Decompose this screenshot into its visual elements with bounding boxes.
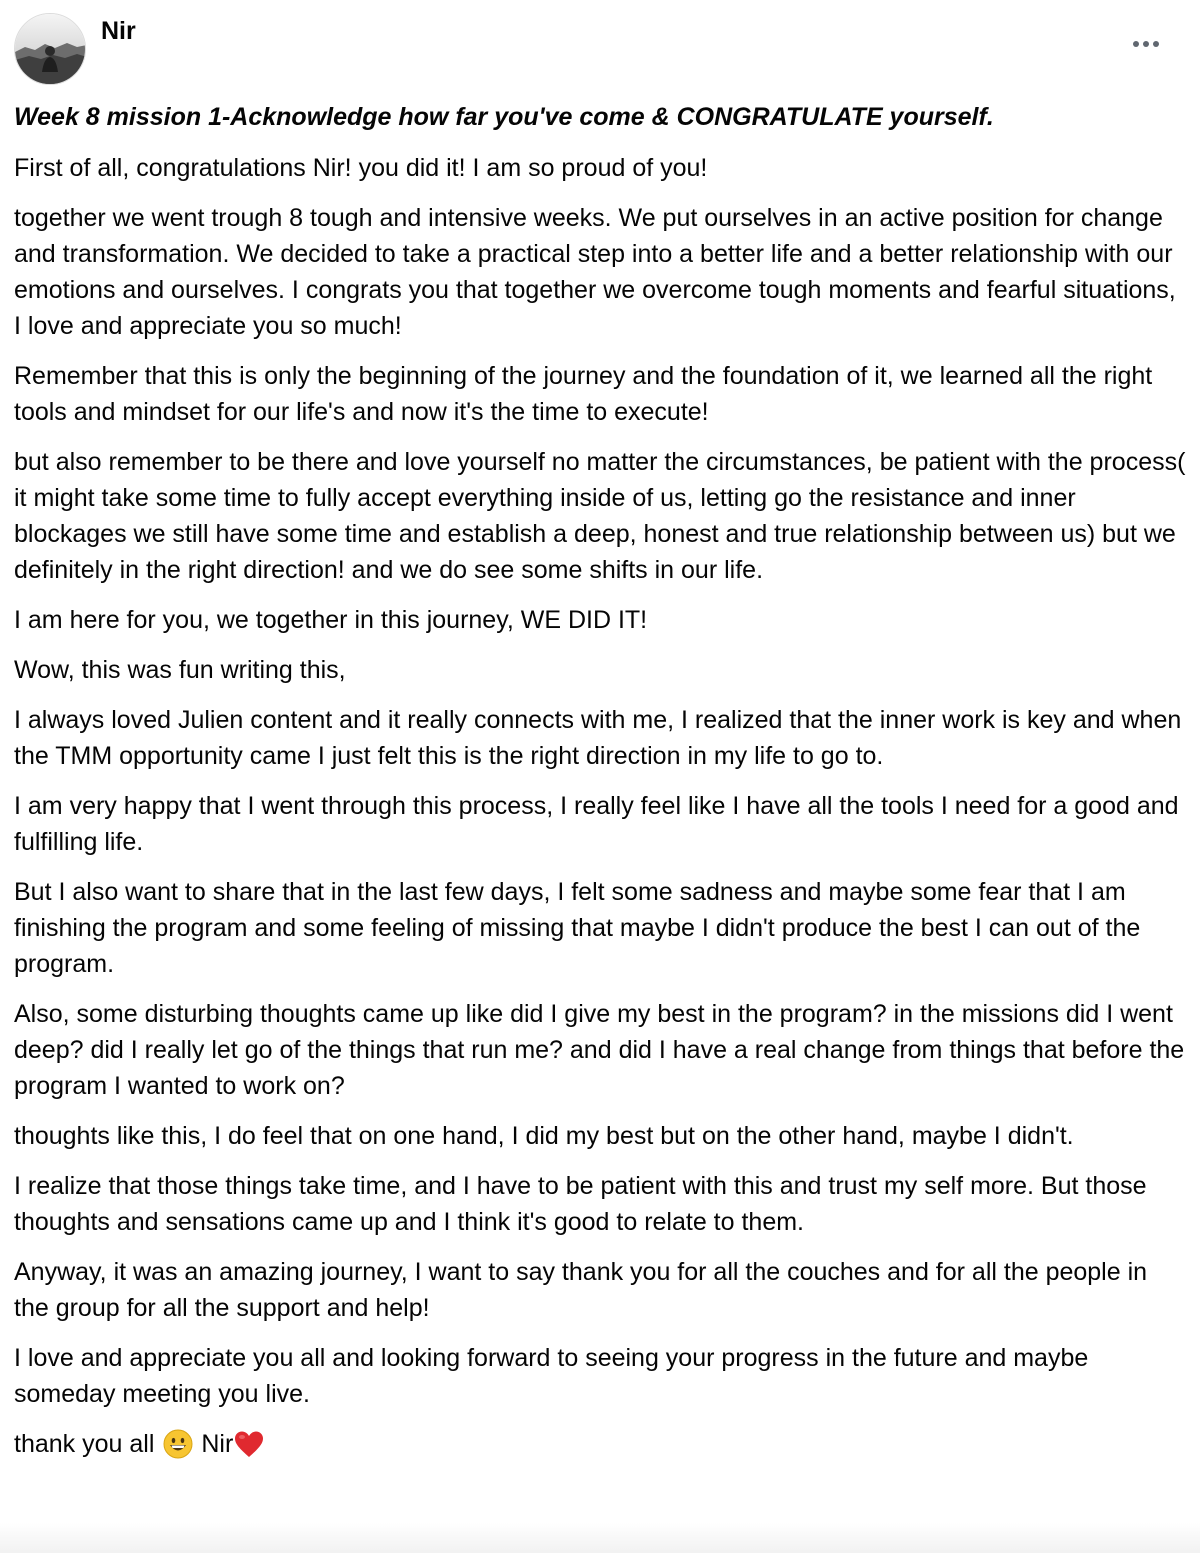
post-paragraph: Also, some disturbing thoughts came up like did I give my best in the program? in the missions did I went deep? did I really let go of the things that run me? and did I have a real change from things that before the program I wanted to work on? <box>14 1000 1185 1100</box>
profile-photo-icon[interactable] <box>14 13 86 85</box>
more-options-button[interactable] <box>1124 28 1168 60</box>
closing-text: thank you all <box>14 1430 155 1458</box>
author-name[interactable]: Nir <box>101 17 136 45</box>
post-paragraph: I always loved Julien content and it really connects with me, I realized that the inner work is key and when the TMM opportunity came I just felt this is the right direction in my life to go to. <box>14 706 1182 770</box>
post-paragraph: Remember that this is only the beginning of the journey and the foundation of it, we learned all the right tools and mindset for our life's and now it's the time to execute! <box>14 362 1153 426</box>
post-paragraph: I am very happy that I went through this process, I really feel like I have all the tools I need for a good and fulfilling life. <box>14 792 1179 856</box>
post-paragraph: I am here for you, we together in this journey, WE DID IT! <box>14 606 648 634</box>
grinning-face-icon <box>163 1429 193 1459</box>
more-options-icon <box>1133 41 1139 47</box>
post-paragraph: thoughts like this, I do feel that on one hand, I did my best but on the other hand, maybe I didn't. <box>14 1122 1074 1150</box>
more-options-icon-dot <box>1153 41 1159 47</box>
post-paragraph: together we went trough 8 tough and intensive weeks. We put ourselves in an active position for change and transformation. We decided to take a practical step into a better life and a better relationship with our emotions and ourselves. I congrats you that together we overcome tough moments and fearful situations, I love and appreciate you so much! <box>14 204 1176 340</box>
post-paragraph: I realize that those things take time, and I have to be patient with this and trust my self more. But those thoughts and sensations came up and I think it's good to relate to them. <box>14 1172 1147 1236</box>
post-closing-line <box>14 1426 1186 1462</box>
post-title: Week 8 mission 1-Acknowledge how far you've come & CONGRATULATE yourself. <box>14 103 994 131</box>
bottom-fade <box>0 1523 1200 1553</box>
post-paragraph: but also remember to be there and love yourself no matter the circumstances, be patient with the process( it might take some time to fully accept everything inside of us, letting go the resistance and inner blockages we still have some time and establish a deep, honest and true relationship between us) but we definitely in the right direction! and we do see some shifts in our life. <box>14 448 1186 584</box>
post-body <box>14 98 1186 1462</box>
avatar-image <box>15 14 86 85</box>
more-options-icon-dot <box>1143 41 1149 47</box>
red-heart-icon <box>234 1430 264 1458</box>
post-paragraph: I love and appreciate you all and looking forward to seeing your progress in the future and maybe someday meeting you live. <box>14 1344 1089 1408</box>
post-paragraph: But I also want to share that in the last few days, I felt some sadness and maybe some fear that I am finishing the program and some feeling of missing that maybe I didn't produce the best I can out of the program. <box>14 878 1141 978</box>
post-paragraph: Anyway, it was an amazing journey, I want to say thank you for all the couches and for all the people in the group for all the support and help! <box>14 1258 1148 1322</box>
post-paragraph: Wow, this was fun writing this, <box>14 656 346 684</box>
post-paragraph: First of all, congratulations Nir! you did it! I am so proud of you! <box>14 154 708 182</box>
closing-signature: Nir <box>201 1430 234 1458</box>
